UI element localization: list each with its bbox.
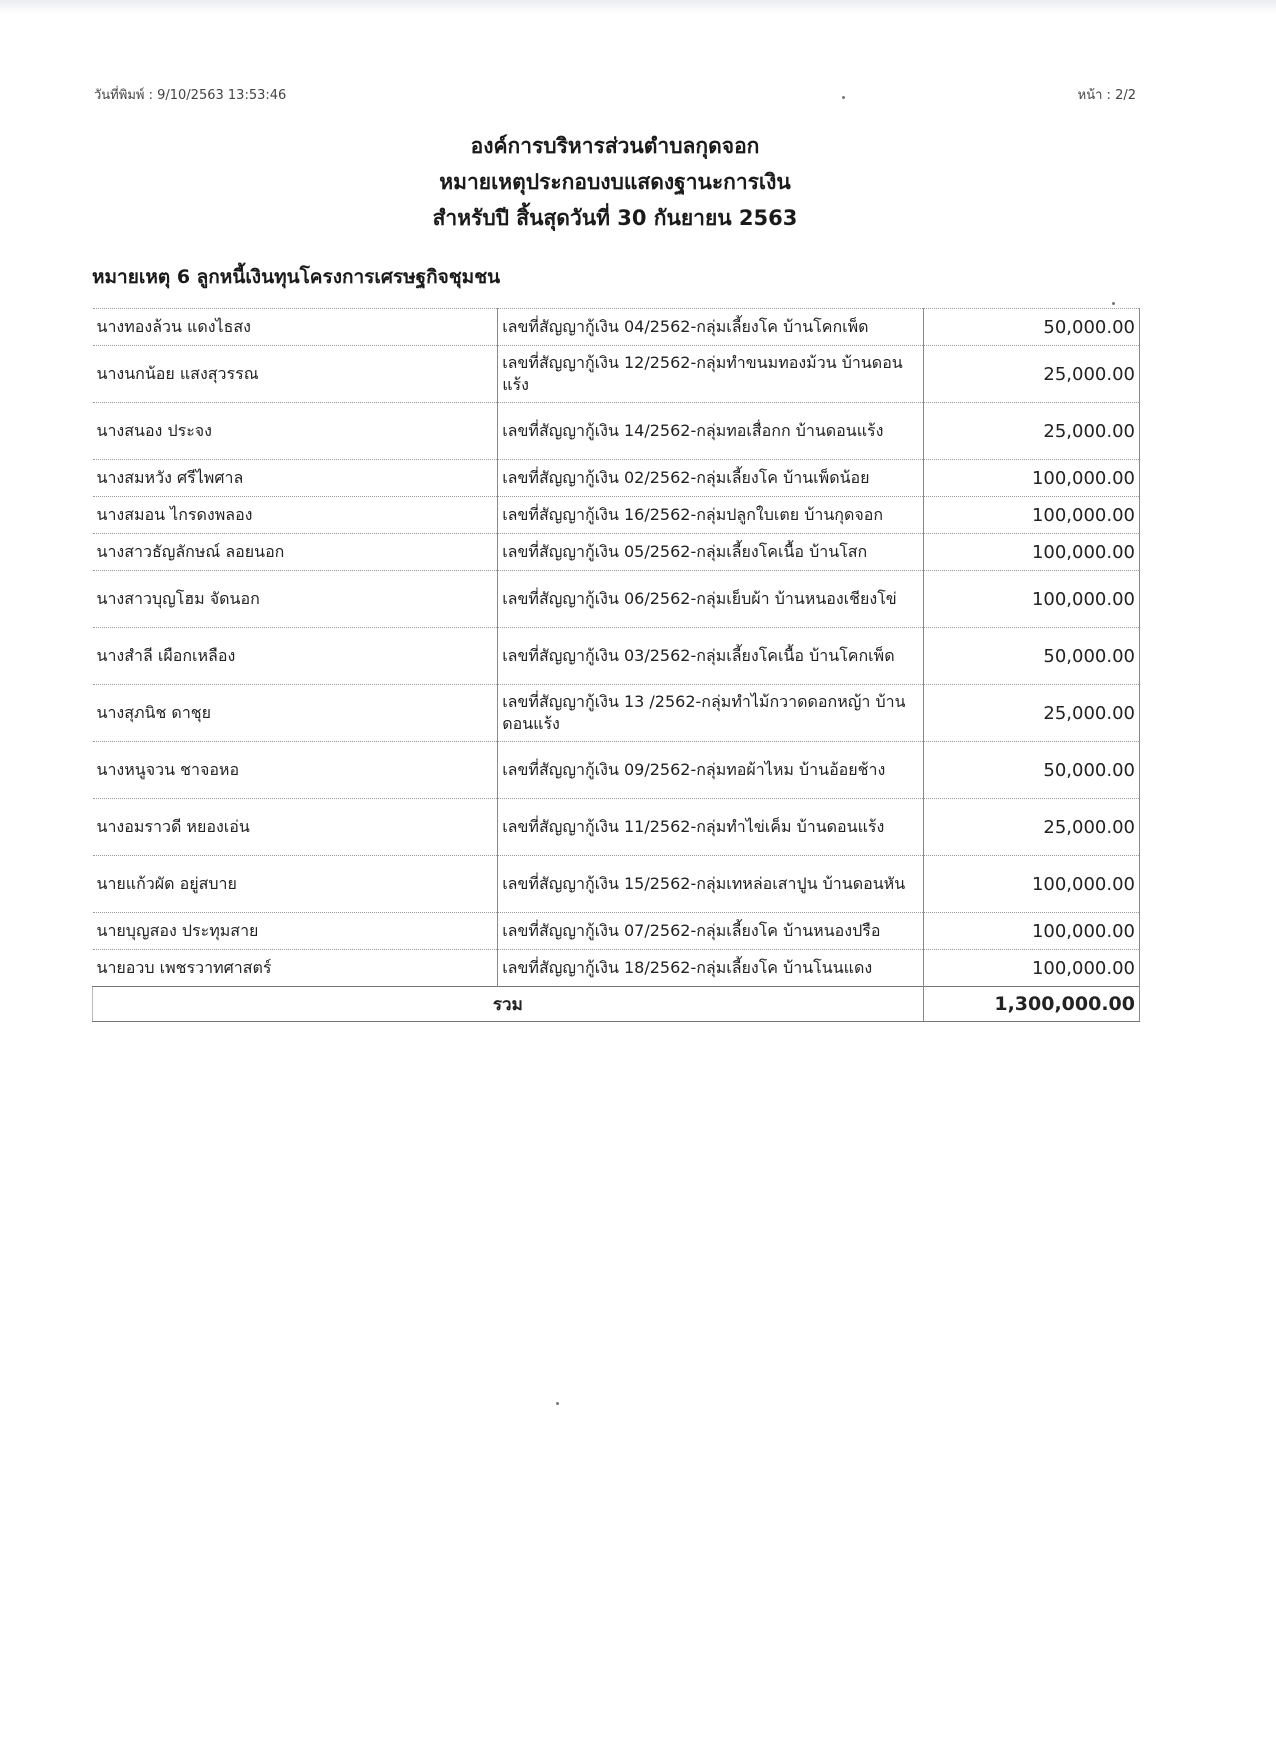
print-date: วันที่พิมพ์ : 9/10/2563 13:53:46 [94, 88, 287, 103]
total-amount: 1,300,000.00 [923, 987, 1139, 1022]
table-row [93, 856, 1140, 913]
amount: 100,000.00 [923, 856, 1139, 913]
period-title: สำหรับปี สิ้นสุดวันที่ 30 กันยายน 2563 [432, 206, 798, 230]
contract-description: เลขที่สัญญากู้เงิน 06/2562-กลุ่มเย็บผ้า บ้านหนองเชียงโข่ [498, 571, 923, 628]
contract-description: เลขที่สัญญากู้เงิน 15/2562-กลุ่มเทหล่อเสาปูน บ้านดอนหัน [498, 856, 923, 913]
contract-description: เลขที่สัญญากู้เงิน 04/2562-กลุ่มเลี้ยงโค บ้านโคกเพ็ด [498, 309, 923, 346]
table-row [93, 497, 1140, 534]
contract-description: เลขที่สัญญากู้เงิน 07/2562-กลุ่มเลี้ยงโค บ้านหนองปรือ [498, 913, 923, 950]
amount: 25,000.00 [923, 403, 1139, 460]
receivables-table [92, 308, 1140, 1022]
amount: 100,000.00 [923, 497, 1139, 534]
amount: 25,000.00 [923, 685, 1139, 742]
table-row [93, 534, 1140, 571]
scan-top-edge [0, 0, 1276, 14]
amount: 100,000.00 [923, 571, 1139, 628]
contract-description: เลขที่สัญญากู้เงิน 18/2562-กลุ่มเลี้ยงโค บ้านโนนแดง [498, 950, 923, 987]
table-row [93, 460, 1140, 497]
contract-description: เลขที่สัญญากู้เงิน 03/2562-กลุ่มเลี้ยงโคเนื้อ บ้านโคกเพ็ด [498, 628, 923, 685]
contract-description: เลขที่สัญญากู้เงิน 12/2562-กลุ่มทำขนมทองม้วน บ้านดอนแร้ง [498, 346, 923, 403]
debtor-name: นางสนอง ประจง [93, 403, 498, 460]
debtor-name: นายแก้วผัด อยู่สบาย [93, 856, 498, 913]
amount: 50,000.00 [923, 628, 1139, 685]
debtor-name: นางอมราวดี หยองเอ่น [93, 799, 498, 856]
table-row [93, 950, 1140, 987]
debtor-name: นายบุญสอง ประทุมสาย [93, 913, 498, 950]
amount: 100,000.00 [923, 950, 1139, 987]
total-row [93, 987, 1140, 1022]
contract-description: เลขที่สัญญากู้เงิน 11/2562-กลุ่มทำไข่เค็ม บ้านดอนแร้ง [498, 799, 923, 856]
amount: 50,000.00 [923, 309, 1139, 346]
debtor-name: นายอวบ เพชรวาทศาสตร์ [93, 950, 498, 987]
debtor-name: นางสมหวัง ศรีไพศาล [93, 460, 498, 497]
table-row [93, 628, 1140, 685]
debtor-name: นางสำลี เผือกเหลือง [93, 628, 498, 685]
scan-speck [842, 96, 845, 99]
table-row [93, 685, 1140, 742]
amount: 25,000.00 [923, 346, 1139, 403]
report-title: หมายเหตุประกอบงบแสดงฐานะการเงิน [439, 170, 791, 194]
amount: 100,000.00 [923, 913, 1139, 950]
debtor-name: นางสาวธัญลักษณ์ ลอยนอก [93, 534, 498, 571]
contract-description: เลขที่สัญญากู้เงิน 09/2562-กลุ่มทอผ้าไหม บ้านอ้อยช้าง [498, 742, 923, 799]
table-row [93, 403, 1140, 460]
contract-description: เลขที่สัญญากู้เงิน 02/2562-กลุ่มเลี้ยงโค บ้านเพ็ดน้อย [498, 460, 923, 497]
report-titles [0, 128, 1230, 236]
scan-speck [1112, 302, 1115, 305]
debtor-name: นางนกน้อย แสงสุวรรณ [93, 346, 498, 403]
table-row [93, 346, 1140, 403]
contract-description: เลขที่สัญญากู้เงิน 05/2562-กลุ่มเลี้ยงโคเนื้อ บ้านโสก [498, 534, 923, 571]
table-row [93, 309, 1140, 346]
debtor-name: นางสุภนิช ดาชุย [93, 685, 498, 742]
debtor-name: นางทองล้วน แดงไธสง [93, 309, 498, 346]
contract-description: เลขที่สัญญากู้เงิน 16/2562-กลุ่มปลูกใบเตย บ้านกุดจอก [498, 497, 923, 534]
org-title: องค์การบริหารส่วนตำบลกุดจอก [470, 134, 760, 158]
table-row [93, 571, 1140, 628]
debtor-name: นางสาวบุญโฮม จัดนอก [93, 571, 498, 628]
amount: 100,000.00 [923, 534, 1139, 571]
table-row [93, 799, 1140, 856]
debtor-name: นางหนูจวน ชาจอหอ [93, 742, 498, 799]
total-label: รวม [93, 987, 924, 1022]
contract-description: เลขที่สัญญากู้เงิน 13 /2562-กลุ่มทำไม้กวาดดอกหญ้า บ้านดอนแร้ง [498, 685, 923, 742]
amount: 100,000.00 [923, 460, 1139, 497]
note-title: หมายเหตุ 6 ลูกหนี้เงินทุนโครงการเศรษฐกิจชุมชน [92, 266, 501, 288]
page-number: หน้า : 2/2 [1077, 88, 1136, 103]
amount: 25,000.00 [923, 799, 1139, 856]
table-row [93, 913, 1140, 950]
debtor-name: นางสมอน ไกรดงพลอง [93, 497, 498, 534]
scan-speck [556, 1402, 559, 1405]
contract-description: เลขที่สัญญากู้เงิน 14/2562-กลุ่มทอเสื่อกก บ้านดอนแร้ง [498, 403, 923, 460]
amount: 50,000.00 [923, 742, 1139, 799]
table-row [93, 742, 1140, 799]
